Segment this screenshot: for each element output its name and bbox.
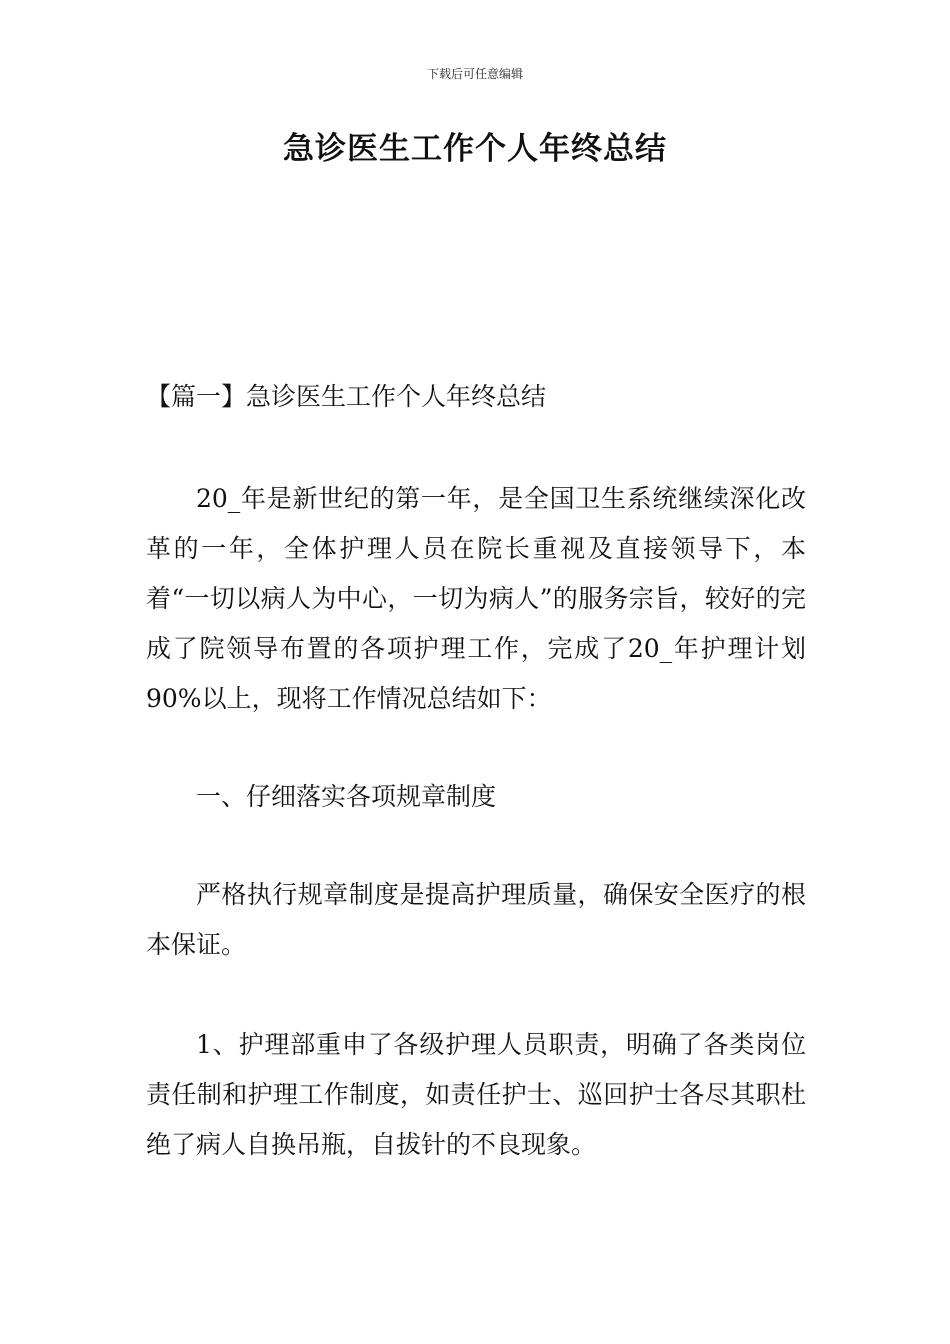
subheading-block-1 — [146, 772, 806, 822]
paragraph-intro: 20_年是新世纪的第一年，是全国卫生系统继续深化改革的一年，全体护理人员在院长重视及直接领导下，本着“一切以病人为中心，一切为病人”的服务宗旨，较好的完成了院领导布置的各项护理工作，完成了20_年护理计划90%以上，现将工作情况总结如下： — [146, 484, 806, 713]
document-title: 急诊医生工作个人年终总结 — [283, 131, 667, 167]
header-note: 下载后可任意编辑 — [426, 67, 523, 81]
paragraph-block-2 — [146, 870, 806, 970]
subheading-rules: 一、仔细落实各项规章制度 — [196, 782, 497, 811]
paragraph-block-3 — [146, 1020, 806, 1170]
paragraph-block-1 — [146, 474, 806, 724]
paragraph-rules: 严格执行规章制度是提高护理质量，确保安全医疗的根本保证。 — [146, 880, 806, 959]
section-heading: 【篇一】急诊医生工作个人年终总结 — [146, 382, 547, 411]
paragraph-responsibilities: 1、护理部重申了各级护理人员职责，明确了各类岗位责任制和护理工作制度，如责任护士、巡回护士各尽其职杜绝了病人自换吊瓶，自拔针的不良现象。 — [146, 1030, 806, 1159]
section-heading-block — [146, 372, 806, 422]
